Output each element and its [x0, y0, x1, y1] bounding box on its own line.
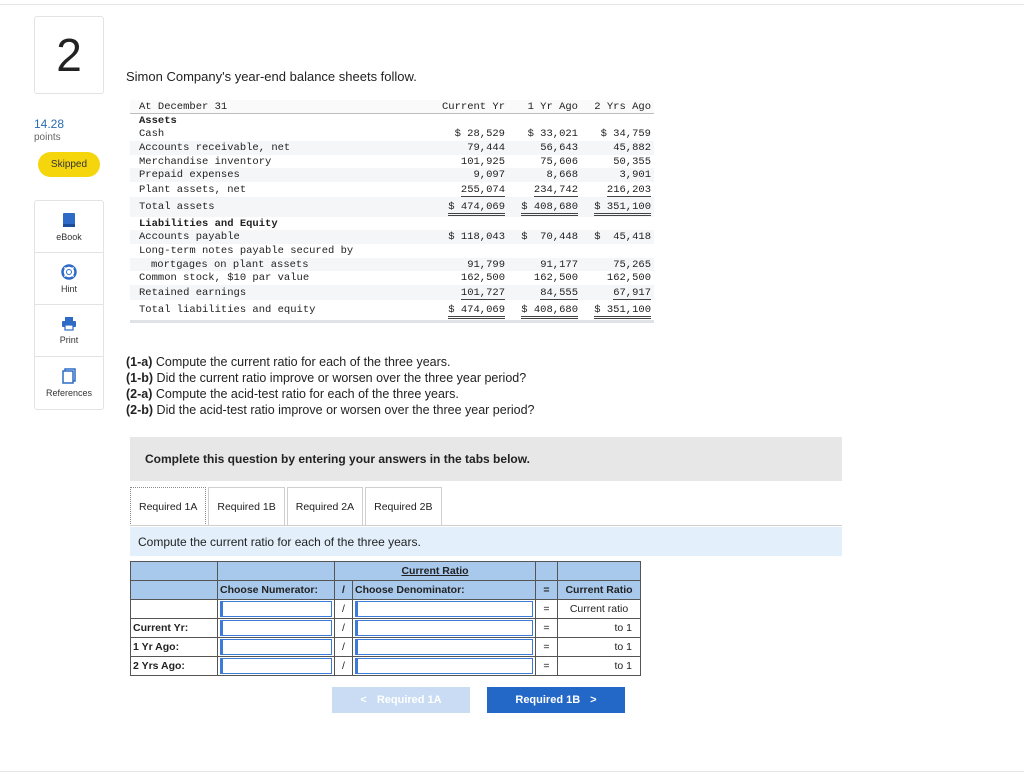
row-label: Total assets — [139, 201, 215, 213]
row-label: Long-term notes payable secured by — [139, 245, 354, 257]
points-label: points — [34, 132, 61, 143]
current-ratio-table — [130, 561, 641, 676]
cell: $ 33,021 — [527, 128, 578, 140]
row-label-2-yrs-ago: 2 Yrs Ago: — [131, 657, 218, 676]
bottom-divider — [0, 771, 1024, 772]
current-ratio-title: Current Ratio — [335, 562, 536, 581]
table-row — [130, 285, 654, 300]
question-item: (1-b) Did the current ratio improve or worsen over the three year period? — [126, 371, 527, 385]
table-row — [130, 127, 654, 141]
header-label: At December 31 — [139, 100, 228, 113]
table-row — [130, 271, 654, 285]
denominator-input-current-yr[interactable] — [355, 620, 533, 636]
assets-heading: Assets — [139, 114, 177, 127]
question-list — [126, 354, 535, 418]
table-row — [131, 600, 641, 619]
ratio-input-2-yrs-ago[interactable] — [558, 657, 641, 676]
header-current-yr: Current Yr — [441, 100, 505, 113]
cell: 79,444 — [467, 142, 505, 154]
tab-instruction: Compute the current ratio for each of the three years. — [130, 527, 842, 556]
equals-sign: = — [536, 581, 558, 600]
cell: $ 408,680 — [508, 201, 581, 213]
points-value: 14.28 — [34, 117, 65, 131]
table-row — [130, 141, 654, 155]
cell: 84,555 — [540, 286, 578, 299]
cell: 162,500 — [533, 272, 578, 284]
tools-panel — [34, 200, 104, 410]
balance-sheet-header — [130, 100, 654, 114]
denominator-select[interactable] — [355, 601, 533, 617]
table-row — [130, 182, 654, 197]
cell: 45,882 — [613, 142, 651, 154]
cell: $ 34,759 — [600, 128, 651, 140]
question-item: (2-a) Compute the acid-test ratio for each of the three years. — [126, 387, 459, 401]
row-label: Total liabilities and equity — [139, 304, 316, 316]
equals-sign: = — [536, 619, 558, 638]
numerator-input-1-yr-ago[interactable] — [220, 639, 332, 655]
denominator-input-1-yr-ago[interactable] — [355, 639, 533, 655]
printer-icon — [61, 316, 77, 331]
slash: / — [335, 619, 353, 638]
result-sublabel: Current ratio — [558, 600, 641, 619]
print-button[interactable] — [35, 305, 103, 357]
next-button[interactable] — [487, 687, 625, 713]
table-row — [131, 657, 641, 676]
row-label: Accounts payable — [139, 231, 240, 243]
row-label: Common stock, $10 par value — [139, 272, 310, 284]
question-item: (1-a) Compute the current ratio for each of the three years. — [126, 355, 451, 369]
numerator-input-current-yr[interactable] — [220, 620, 332, 636]
ratio-suffix: to 1 — [614, 641, 632, 653]
prev-button-label: Required 1A — [376, 694, 442, 706]
row-label: Accounts receivable, net — [139, 142, 291, 154]
tab-required-1a[interactable]: Required 1A — [130, 487, 206, 526]
document-icon — [62, 368, 76, 384]
cell: 75,606 — [540, 155, 578, 168]
balance-sheet-table — [130, 100, 654, 323]
row-label: Prepaid expenses — [139, 169, 240, 181]
denominator-input-2-yrs-ago[interactable] — [355, 658, 533, 674]
hint-label: Hint — [60, 283, 77, 294]
ebook-button[interactable] — [35, 201, 103, 253]
table-row — [130, 114, 654, 127]
prev-button[interactable] — [332, 687, 470, 713]
status-badge: Skipped — [38, 152, 100, 177]
slash: / — [335, 581, 353, 600]
ratio-input-current-yr[interactable] — [558, 619, 641, 638]
row-label-current-yr: Current Yr: — [131, 619, 218, 638]
table-row — [130, 168, 654, 182]
numerator-select[interactable] — [220, 601, 332, 617]
references-button[interactable] — [35, 357, 103, 409]
question-item: (2-b) Did the acid-test ratio improve or worsen over the three year period? — [126, 403, 535, 417]
cell: $ 45,418 — [594, 231, 651, 243]
tab-required-1b[interactable]: Required 1B — [208, 487, 284, 526]
table-row — [131, 581, 641, 600]
slash: / — [335, 600, 353, 619]
cell: 162,500 — [460, 272, 505, 284]
result-label: Current Ratio — [558, 581, 641, 600]
cell: 216,203 — [606, 183, 651, 196]
cell: 91,799 — [467, 258, 505, 271]
equals-sign: = — [536, 600, 558, 619]
top-divider — [0, 4, 1024, 5]
hint-button[interactable] — [35, 253, 103, 305]
denominator-label: Choose Denominator: — [353, 581, 536, 600]
cell: 8,668 — [546, 169, 578, 181]
ratio-suffix: to 1 — [614, 660, 632, 672]
table-row — [130, 217, 654, 230]
cell: 75,265 — [613, 258, 651, 271]
cell: $ 408,680 — [508, 304, 581, 316]
table-row — [130, 230, 654, 244]
row-label: Merchandise inventory — [139, 155, 272, 168]
cell: 101,925 — [460, 155, 505, 168]
numerator-label: Choose Numerator: — [218, 581, 335, 600]
cell: 3,901 — [619, 169, 651, 181]
table-row — [131, 638, 641, 657]
cell: 9,097 — [473, 169, 505, 181]
equals-sign: = — [536, 657, 558, 676]
row-label: mortgages on plant assets — [151, 258, 309, 271]
tab-required-2b[interactable]: Required 2B — [365, 487, 441, 526]
header-1-yr-ago: 1 Yr Ago — [527, 100, 578, 113]
cell: $ 351,100 — [581, 201, 654, 213]
cell: $ 118,043 — [448, 231, 505, 243]
ratio-input-1-yr-ago[interactable] — [558, 638, 641, 657]
table-row — [131, 619, 641, 638]
instructions-banner: Complete this question by entering your answers in the tabs below. — [130, 437, 842, 481]
tab-required-2a[interactable]: Required 2A — [287, 487, 363, 526]
cell: $ 28,529 — [454, 128, 505, 140]
cell: 56,643 — [540, 142, 578, 154]
next-button-label: Required 1B — [515, 694, 581, 706]
cell: 162,500 — [606, 272, 651, 284]
row-label: Plant assets, net — [139, 183, 247, 196]
header-2-yrs-ago: 2 Yrs Ago — [594, 100, 651, 113]
equals-sign: = — [536, 638, 558, 657]
intro-text: Simon Company's year-end balance sheets follow. — [126, 69, 417, 84]
tab-bar — [130, 487, 444, 526]
cell: 50,355 — [613, 155, 651, 168]
cell: 67,917 — [613, 286, 651, 299]
table-row — [130, 155, 654, 168]
numerator-input-2-yrs-ago[interactable] — [220, 658, 332, 674]
ebook-label: eBook — [56, 231, 82, 242]
table-row — [130, 244, 654, 258]
chevron-right-icon: > — [590, 694, 597, 706]
ratio-suffix: to 1 — [614, 622, 632, 634]
question-number: 2 — [34, 16, 104, 94]
slash: / — [335, 657, 353, 676]
table-row — [130, 300, 654, 320]
row-label: Cash — [139, 128, 165, 140]
cell: 255,074 — [460, 183, 505, 196]
cell: 101,727 — [460, 286, 505, 299]
cell: $ 70,448 — [521, 231, 578, 243]
chevron-left-icon: < — [360, 694, 367, 706]
row-label: Retained earnings — [139, 286, 247, 299]
row-label-1-yr-ago: 1 Yr Ago: — [131, 638, 218, 657]
cell: 234,742 — [533, 183, 578, 196]
table-row — [130, 197, 654, 217]
cell: $ 474,069 — [435, 201, 508, 213]
lifebuoy-icon — [61, 264, 77, 280]
book-icon — [62, 212, 76, 228]
table-row — [131, 562, 641, 581]
le-heading: Liabilities and Equity — [139, 217, 278, 230]
print-label: Print — [59, 335, 79, 345]
tab-divider — [130, 525, 842, 526]
cell: $ 351,100 — [581, 304, 654, 316]
slash: / — [335, 638, 353, 657]
references-label: References — [45, 388, 93, 398]
cell: 91,177 — [540, 258, 578, 271]
table-row — [130, 258, 654, 271]
cell: $ 474,069 — [435, 304, 508, 316]
